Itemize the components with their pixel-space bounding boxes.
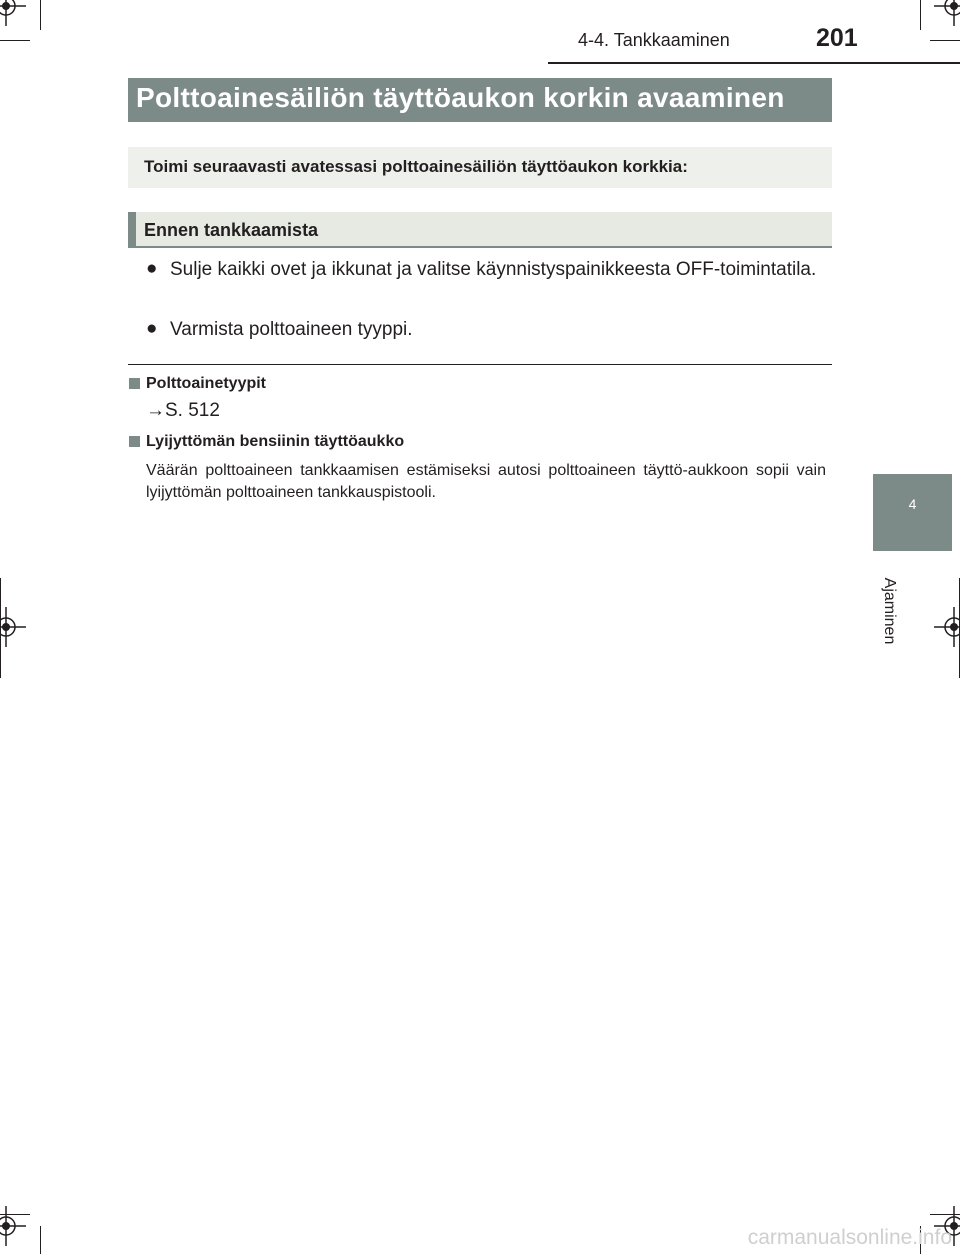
bullet-icon: ● <box>146 258 158 279</box>
bullet-icon: ● <box>146 318 158 339</box>
bullet-text: Sulje kaikki ovet ja ikkunat ja valitse käynnistyspainikkeesta OFF-toimintatila. <box>170 259 817 280</box>
crop-line <box>0 1214 30 1215</box>
registration-mark-bottom-left <box>0 1206 26 1246</box>
page-title: Polttoainesäiliön täyttöaukon korkin avaaminen <box>136 82 785 113</box>
crop-line <box>930 1214 960 1215</box>
registration-mark-mid-left <box>0 607 26 647</box>
subsection-heading: Ennen tankkaamista <box>144 220 319 240</box>
registration-mark-mid-right <box>934 607 960 647</box>
bullet-text: Varmista polttoaineen tyyppi. <box>170 319 413 340</box>
watermark: carmanualsonline.info <box>747 1226 952 1249</box>
page-reference-link[interactable]: →S. 512 <box>146 400 220 421</box>
chapter-tab-number: 4 <box>908 496 917 512</box>
note-square-icon <box>129 378 140 389</box>
chapter-tab <box>873 474 952 551</box>
section-divider <box>128 364 832 365</box>
crop-line <box>0 40 30 41</box>
note-body: Väärän polttoaineen tankkaamisen estämiseksi autosi polttoaineen täyttö-aukkoon sopii vain lyijyttömän polttoaineen tankkauspistooli. <box>146 462 826 501</box>
crop-line <box>0 578 1 678</box>
crop-line <box>40 1226 41 1254</box>
note-heading: Lyijyttömän bensiinin täyttöaukko <box>146 433 405 450</box>
intro-text: Toimi seuraavasti avatessasi polttoainesäiliön täyttöaukon korkkia: <box>144 157 688 176</box>
crop-line <box>40 0 41 30</box>
crop-line <box>930 40 960 41</box>
subsection-accent <box>128 212 136 248</box>
registration-mark-top-right <box>934 0 960 26</box>
header-rule <box>548 62 960 64</box>
note-heading: Polttoainetyypit <box>146 375 267 392</box>
registration-mark-top-left <box>0 0 26 26</box>
page-number: 201 <box>816 24 858 52</box>
section-header: 4-4. Tankkaaminen <box>578 30 730 50</box>
crop-line <box>920 0 921 30</box>
note-square-icon <box>129 436 140 447</box>
chapter-tab-label: Ajaminen <box>881 577 898 645</box>
